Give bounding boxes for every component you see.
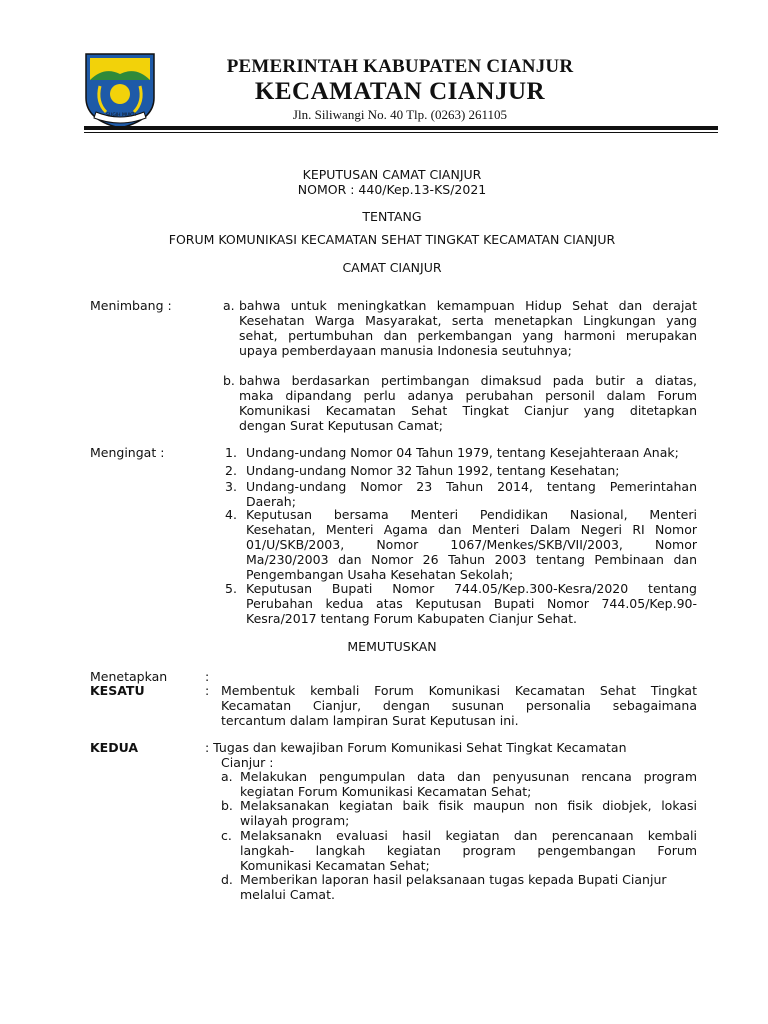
mengingat-item-num: 1. [225,445,237,460]
kesatu-text: Membentuk kembali Forum Komunikasi Kecamatan Sehat Tingkat Kecamatan Cianjur, dengan susunan personalia sebagaimana tercantum dalam lampiran Surat Keputusan ini. [221,683,697,728]
kesatu-colon: : [205,683,210,698]
menimbang-b-label: b. [223,373,235,388]
header-rule-thin [84,132,718,133]
menimbang-b-text: bahwa berdasarkan pertimbangan dimaksud pada butir a diatas, maka dipandang perlu adanya perubahan personil dalam Forum Komunikasi Kecamatan Sehat Tingkat Cianjur yang ditetapkan dengan Surat Keputusan Camat; [239,373,697,433]
emblem-motto: SUGIH MUKTI [106,113,136,118]
mengingat-label: Mengingat : [90,445,165,460]
decree-about: TENTANG [362,209,422,224]
decree-issuer: CAMAT CIANJUR [342,260,442,275]
menetapkan-label: Menetapkan [90,669,168,684]
kedua-label: KEDUA [90,740,139,755]
mengingat-item-text: Keputusan bersama Menteri Pendidikan Nasional, Menteri Kesehatan, Menteri Agama dan Menteri Dalam Negeri RI Nomor 01/U/SKB/2003, Nomor 1067/Menkes/SKB/VII/2003, Nomor Ma/230/2003 dan Nomor 26 Tahun 2003 tentang Pembinaan dan Pengembangan Usaha Kesehatan Sekolah; [246,507,697,582]
kesatu-label: KESATU [90,683,145,698]
mengingat-item-text: Undang-undang Nomor 04 Tahun 1979, tentang Kesejahteraan Anak; [246,445,679,460]
kedua-intro-line: Cianjur : [221,755,274,770]
memutuskan-heading: MEMUTUSKAN [347,639,437,654]
menimbang-a-text: bahwa untuk meningkatkan kemampuan Hidup Sehat dan derajat Kesehatan Warga Masyarakat, serta menetapkan Lingkungan yang sehat, pertumbuhan dan perkembangan yang harmoni merupakan upaya pemberdayaan manusia Indonesia seutuhnya; [239,298,697,358]
mengingat-item-num: 3. [225,479,237,494]
decree-number: NOMOR : 440/Kep.13-KS/2021 [297,182,487,197]
mengingat-item-text: Undang-undang Nomor 32 Tahun 1992, tentang Kesehatan; [246,463,620,478]
kedua-item-num: d. [221,872,233,887]
menetapkan-colon: : [205,669,210,684]
mengingat-item-num: 2. [225,463,237,478]
office-address: Jln. Siliwangi No. 40 Tlp. (0263) 261105 [292,107,508,122]
mengingat-item-text: Undang-undang Nomor 23 Tahun 2014, tentang Pemerintahan Daerah; [246,479,697,509]
kedua-item-num: a. [221,769,233,784]
decree-subject: FORUM KOMUNIKASI KECAMATAN SEHAT TINGKAT KECAMATAN CIANJUR [168,232,616,247]
kedua-item-text: Memberikan laporan hasil pelaksanaan tugas kepada Bupati Cianjur melalui Camat. [240,872,667,902]
kedua-item-num: b. [221,798,233,813]
menimbang-a-label: a. [223,298,235,313]
kedua-item-num: c. [221,828,232,843]
district-title: KECAMATAN CIANJUR [254,78,546,105]
mengingat-item-num: 4. [225,507,237,522]
menimbang-label: Menimbang : [90,298,172,313]
decree-title: KEPUTUSAN CAMAT CIANJUR [302,167,482,182]
mengingat-item-num: 5. [225,581,237,596]
regency-emblem [82,50,158,130]
government-title: PEMERINTAH KABUPATEN CIANJUR [226,56,574,77]
kedua-intro-line: : Tugas dan kewajiban Forum Komunikasi Sehat Tingkat Kecamatan [205,740,627,755]
kedua-item-text: Melakukan pengumpulan data dan penyusunan rencana program kegiatan Forum Komunikasi Kecamatan Sehat; [240,769,697,799]
kedua-item-text: Melaksanakn evaluasi hasil kegiatan dan perencanaan kembali langkah- langkah kegiatan program pengembangan Forum Komunikasi Kecamatan Sehat; [240,828,697,873]
kedua-item-text: Melaksanakan kegiatan baik fisik maupun non fisik diobjek, lokasi wilayah program; [240,798,697,828]
mengingat-item-text: Keputusan Bupati Nomor 744.05/Kep.300-Kesra/2020 tentang Perubahan kedua atas Keputusan Bupati Nomor 744.05/Kep.90- Kesra/2017 tentang Forum Kabupaten Cianjur Sehat. [246,581,697,626]
header-rule-thick [84,126,718,130]
